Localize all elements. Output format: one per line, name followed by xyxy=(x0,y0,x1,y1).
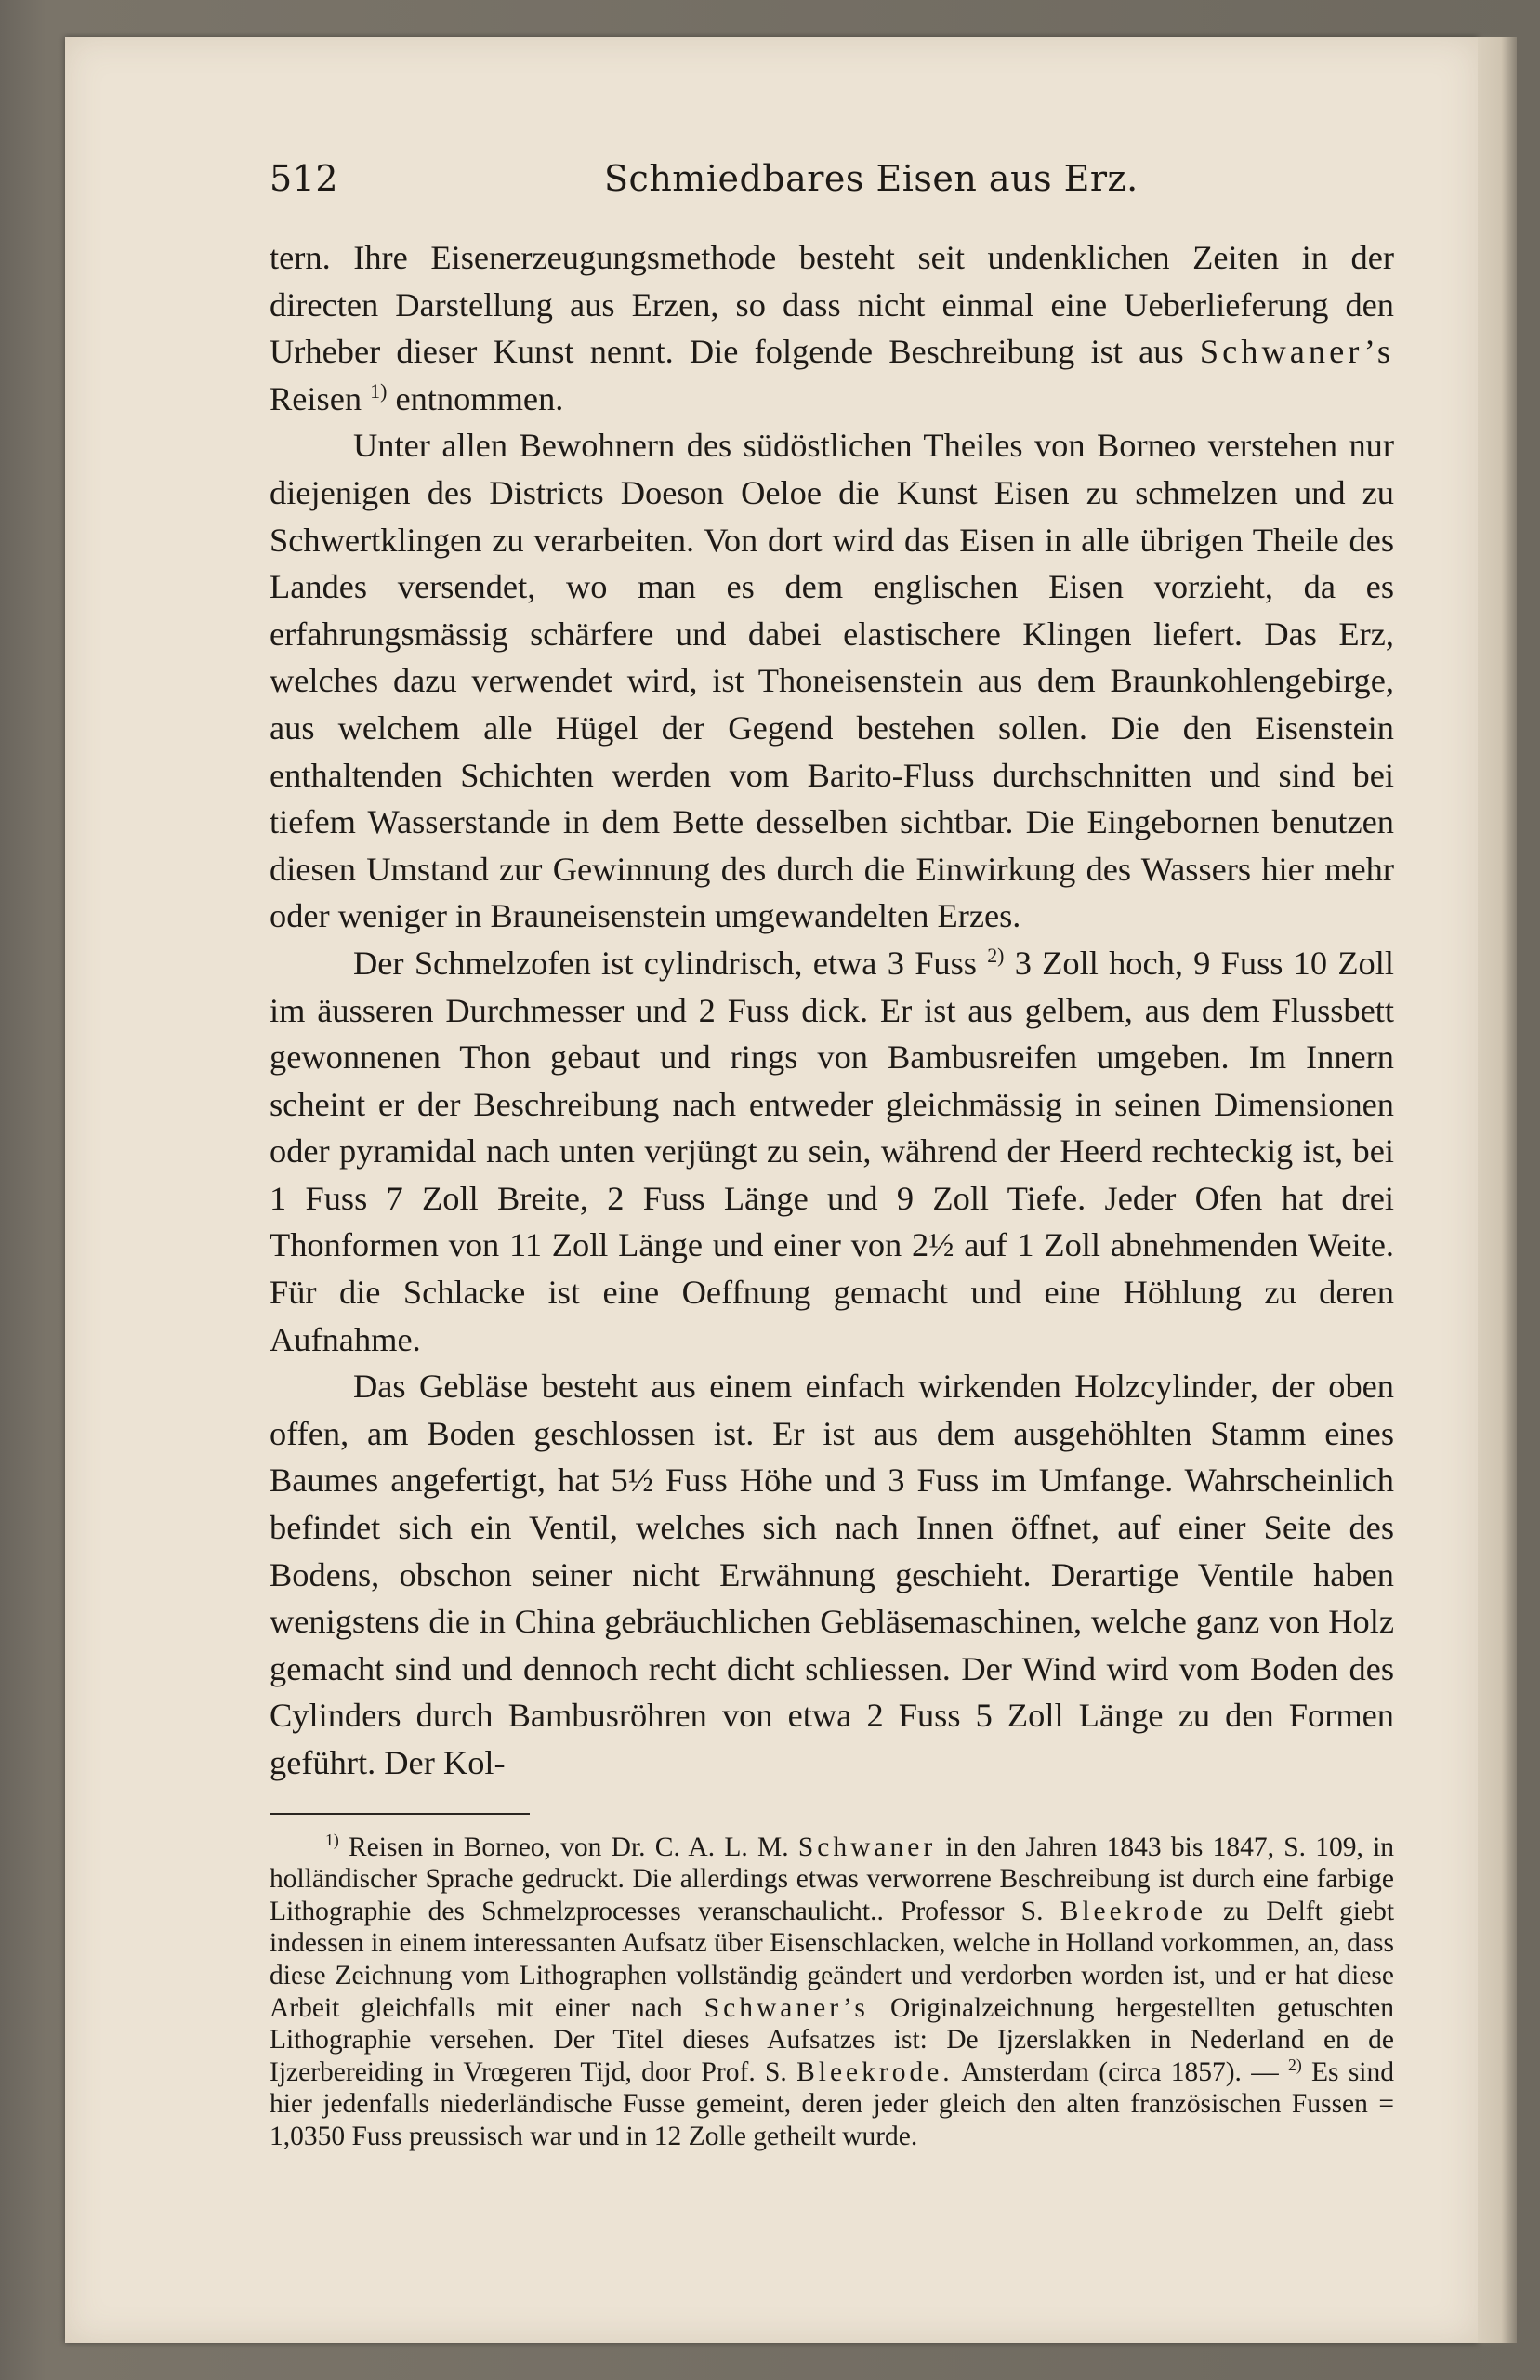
footnote-1: $^{1)}$ Reisen in Borneo, von Dr. C. A. L. M. Schwaner in den Jahren 1843 bis 1847, S. 109, in holländischer Sprache gedruckt. Die allerdings etwas verworrene Beschreibung ist durch eine farbige Lithographie des Schmelzprocesses veranschaulicht.. Professor S. Bleekrode zu Delft giebt indessen in einem interessanten Aufsatz über Eisenschlacken, welche in Holland vorkommen, an, dass diese Zeichnung vom Lithographen vollständig geändert und verdorben worden ist, und er hat diese Arbeit gleichfalls mit einer nach Schwaner’s Originalzeichnung hergestellten getuschten Lithographie versehen. Der Titel dieses Aufsatzes ist: De Ijzerslakken in Nederland en de Ijzerbereiding in Vrœgeren Tijd, door Prof. S. Bleekrode. Amsterdam (circa 1857). — $^{2)}$ Es sind hier jedenfalls niederländische Fusse gemeint, deren jeder gleich den alten französischen Fussen = 1,0350 Fuss preussisch war und in 12 Zolle getheilt wurde. xyxy=(270,1830,1395,2151)
running-title: Schmiedbares Eisen aus Erz. xyxy=(604,158,1139,199)
author-spaced: Schwaner’s xyxy=(1199,333,1394,371)
footnote-2: Es sind hier jedenfalls niederländische Fusse gemeint, deren jeder gleich den alten französischen Fussen = 1,0350 Fuss preussisch war und in 12 Zolle getheilt wurde. xyxy=(270,2056,1395,2151)
footnote-rule xyxy=(270,1813,530,1815)
page-number: 512 xyxy=(270,158,339,199)
body-text xyxy=(270,234,1394,1787)
footnote-ref-2: 2) xyxy=(987,944,1005,967)
paragraph-3: Der Schmelzofen ist cylindrisch, etwa 3 Fuss $^{2)}$ 3 Zoll hoch, 9 Fuss 10 Zoll im äusseren Durchmesser und 2 Fuss dick. Er ist aus gelbem, aus dem Flussbett gewonnenen Thon gebaut und rings von Bambusreifen umgeben. Im Innern scheint er der Beschreibung nach entweder gleichmässig in seinen Dimensionen oder pyramidal nach unten verjüngt zu sein, während der Heerd rechteckig ist, bei 1 Fuss 7 Zoll Breite, 2 Fuss Länge und 9 Zoll Tiefe. Jeder Ofen hat drei Thonformen von 11 Zoll Länge und einer von 2½ auf 1 Zoll abnehmenden Weite. Für die Schlacke ist eine Oeffnung gemacht und eine Höhlung zu deren Aufnahme. xyxy=(270,944,1394,1358)
paragraph-4: Das Gebläse besteht aus einem einfach wirkenden Holzcylinder, der oben offen, am Boden geschlossen ist. Er ist aus dem ausgehöhlten Stamm eines Baumes angefertigt, hat 5½ Fuss Höhe und 3 Fuss im Umfange. Wahrscheinlich befindet sich ein Ventil, welches sich nach Innen öffnet, auf einer Seite des Bodens, obschon seiner nicht Erwähnung geschieht. Derartige Ventile haben wenigstens die in China gebräuchlichen Gebläsemaschinen, welche ganz von Holz gemacht sind und dennoch recht dicht schliessen. Der Wind wird vom Boden des Cylinders durch Bambusröhren von etwa 2 Fuss 5 Zoll Länge zu den Formen geführt. Der Kol- xyxy=(270,1368,1394,1781)
paragraph-2: Unter allen Bewohnern des südöstlichen Theiles von Borneo verstehen nur diejenigen des Districts Doeson Oeloe die Kunst Eisen zu schmelzen und zu Schwertklingen zu verarbeiten. Von dort wird das Eisen in alle übrigen Theile des Landes versendet, wo man es dem englischen Eisen vorzieht, da es erfahrungsmässig schärfere und dabei elastischere Klingen liefert. Das Erz, welches dazu verwendet wird, ist Thoneisenstein aus dem Braunkohlengebirge, aus welchem alle Hügel der Gegend bestehen sollen. Die den Eisenstein enthaltenden Schichten werden vom Barito-Fluss durchschnitten und sind bei tiefem Wasserstande in dem Bette desselben sichtbar. Die Eingebornen benutzen diesen Umstand zur Gewinnung des durch die Einwirkung des Wassers hier mehr oder weniger in Brauneisenstein umgewandelten Erzes. xyxy=(270,427,1394,935)
next-page-edge xyxy=(1478,37,1517,2343)
footnote-ref-1: 1) xyxy=(370,379,388,403)
page-header xyxy=(270,158,1394,214)
footnotes xyxy=(270,1831,1394,2153)
page-content xyxy=(270,158,1394,2153)
paragraph-1: tern. Ihre Eisenerzeugungsmethode besteht seit undenklichen Zeiten in der directen Darstellung aus Erzen, so dass nicht einmal eine Ueberlieferung den Urheber dieser Kunst nennt. Die folgende Beschreibung ist aus Schwaner’s Reisen $^{1)}$ entnommen. xyxy=(270,239,1394,417)
